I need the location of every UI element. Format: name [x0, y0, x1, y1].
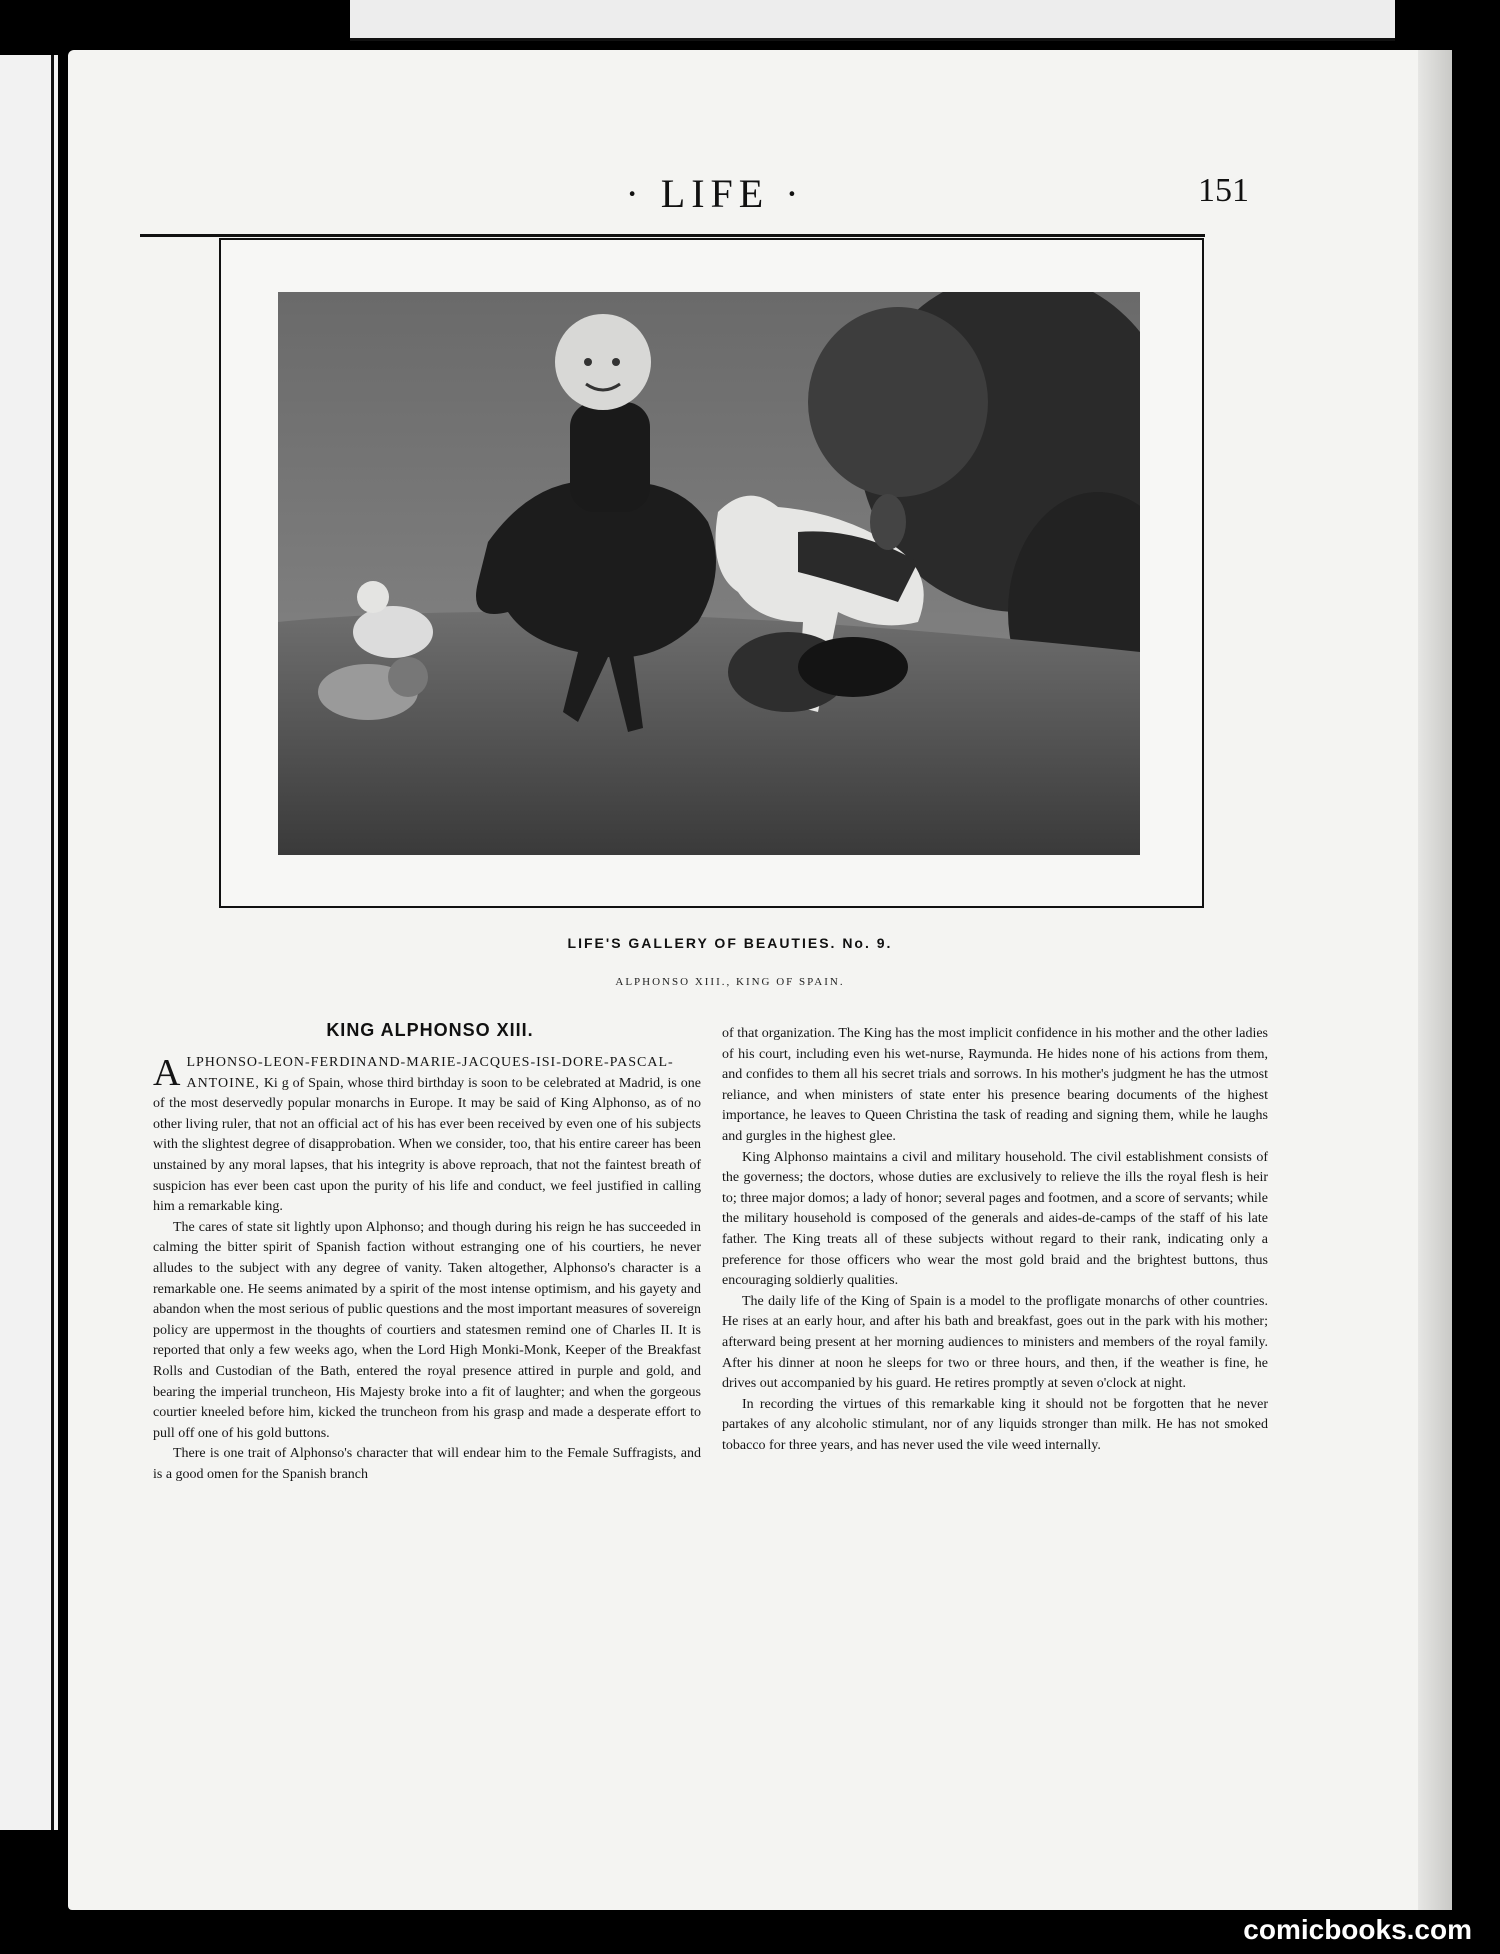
article-title: KING ALPHONSO XIII. [326, 1020, 534, 1040]
plate-caption-title: LIFE'S GALLERY OF BEAUTIES. No. 9. [567, 935, 893, 951]
article-column-right [722, 1024, 1268, 1456]
article-column-left [153, 1053, 701, 1485]
site-watermark: comicbooks.com [1243, 1914, 1472, 1945]
masthead-title: · LIFE · [625, 171, 805, 216]
previous-page-strip [350, 0, 1395, 41]
article-paragraph-3-continued: of that organization. The King has the most implicit confidence in his mother and the other ladies of his court, including even his wet-nurse, Raymunda. He hides none of his actions from them, and confides to them all his secret trials and sorrows. In his mother's judgment he has the utmost reliance, and when ministers of state enter his presence bearing documents of the highest importance, he leaves to Queen Christina the task of reading and signing them, while he laughs and gurgles in the highest glee. [722, 1026, 1268, 1144]
lead-text: Ki g of Spain, whose third birthday is soon to be celebrated at Madrid, is one of the most deservedly popular monarchs in Europe. It may be said of King Alphonso, as of no other living ruler, that not an official act of his has ever been received by even one of his subjects with the slightest degree of disapprobation. When we consider, too, that his entire career has been unstained by any moral lapses, that his integrity is above reproach, that not the faintest breath of suspicion has ever been cast upon the purity of his life and conduct, we feel justified in calling him a remarkable king. [153, 1075, 701, 1215]
article-paragraph-1 [153, 1053, 701, 1218]
illustration-king-with-dogs [278, 292, 1140, 855]
plate-caption-subtitle: ALPHONSO XIII., KING OF SPAIN. [615, 976, 845, 988]
article-paragraph-6: In recording the virtues of this remarkable king it should not be forgotten that he never partakes of any alcoholic stimulant, nor of any liquids stronger than milk. He has not smoked tobacco for three years, and has never used the vile weed internally. [722, 1396, 1268, 1453]
article-paragraph-2: The cares of state sit lightly upon Alphonso; and though during his reign he has succeeded in calming the bitter spirit of Spanish faction without estranging one of his courtiers, he never alludes to the subject with any degree of vanity. Taken altogether, Alphonso's character is a remarkable one. He seems animated by a spirit of the most intense optimism, and his gayety and abandon when the most serious of public questions and the most important measures of sovereign policy are uppermost in the thoughts of courtiers and statesmen remind one of Charles II. It is reported that only a few weeks ago, when the Lord High Monki-Monk, Keeper of the Breakfast Rolls and Custodian of the Bath, entered the royal presence attired in purple and gold, and bearing the imperial truncheon, His Majesty broke into a fit of laughter; and when the gorgeous courtier kneeled before him, kicked the truncheon from his grasp and made a desperate effort to pull off one of his gold buttons. [153, 1219, 701, 1441]
article-paragraph-5: The daily life of the King of Spain is a model to the profligate monarchs of other countries. He rises at an early hour, and after his bath and breakfast, goes out in the park with his mother; afterward being present at her morning audiences to ministers and members of the royal family. After his dinner at noon he sleeps for two or three hours, and then, if the weather is fine, he drives out accompanied by his guard. He retires promptly at seven o'clock at night. [722, 1293, 1268, 1392]
header-rule [140, 234, 1205, 237]
lead-caps: LPHONSO-LEON-FERDINAND-MARIE-JACQUES-ISI-DORE-PASCAL-ANTOINE, [186, 1055, 674, 1091]
page-stack-edge [1418, 50, 1452, 1910]
page-number: 151 [1198, 172, 1249, 209]
illustration-drawing [278, 292, 1140, 855]
page-fold [51, 55, 54, 1830]
article-paragraph-3: There is one trait of Alphonso's character that will endear him to the Female Suffragists, and is a good omen for the Spanish branch [153, 1446, 701, 1482]
facing-page-edge [0, 55, 58, 1830]
drop-cap: A [153, 1052, 181, 1094]
article-paragraph-4: King Alphonso maintains a civil and military household. The civil establishment consists of the governess; the doctors, whose duties are exclusively to relieve the ills the royal flesh is heir to; three major domos; a lady of honor; several pages and footmen, and a score of servants; while the military household is composed of the generals and aides-de-camps of the staff of his late father. The King treats all of these subjects without regard to their rank, indicating only a preference for those officers who wear the most gold braid and the brightest buttons, thus encouraging soldierly qualities. [722, 1149, 1268, 1289]
